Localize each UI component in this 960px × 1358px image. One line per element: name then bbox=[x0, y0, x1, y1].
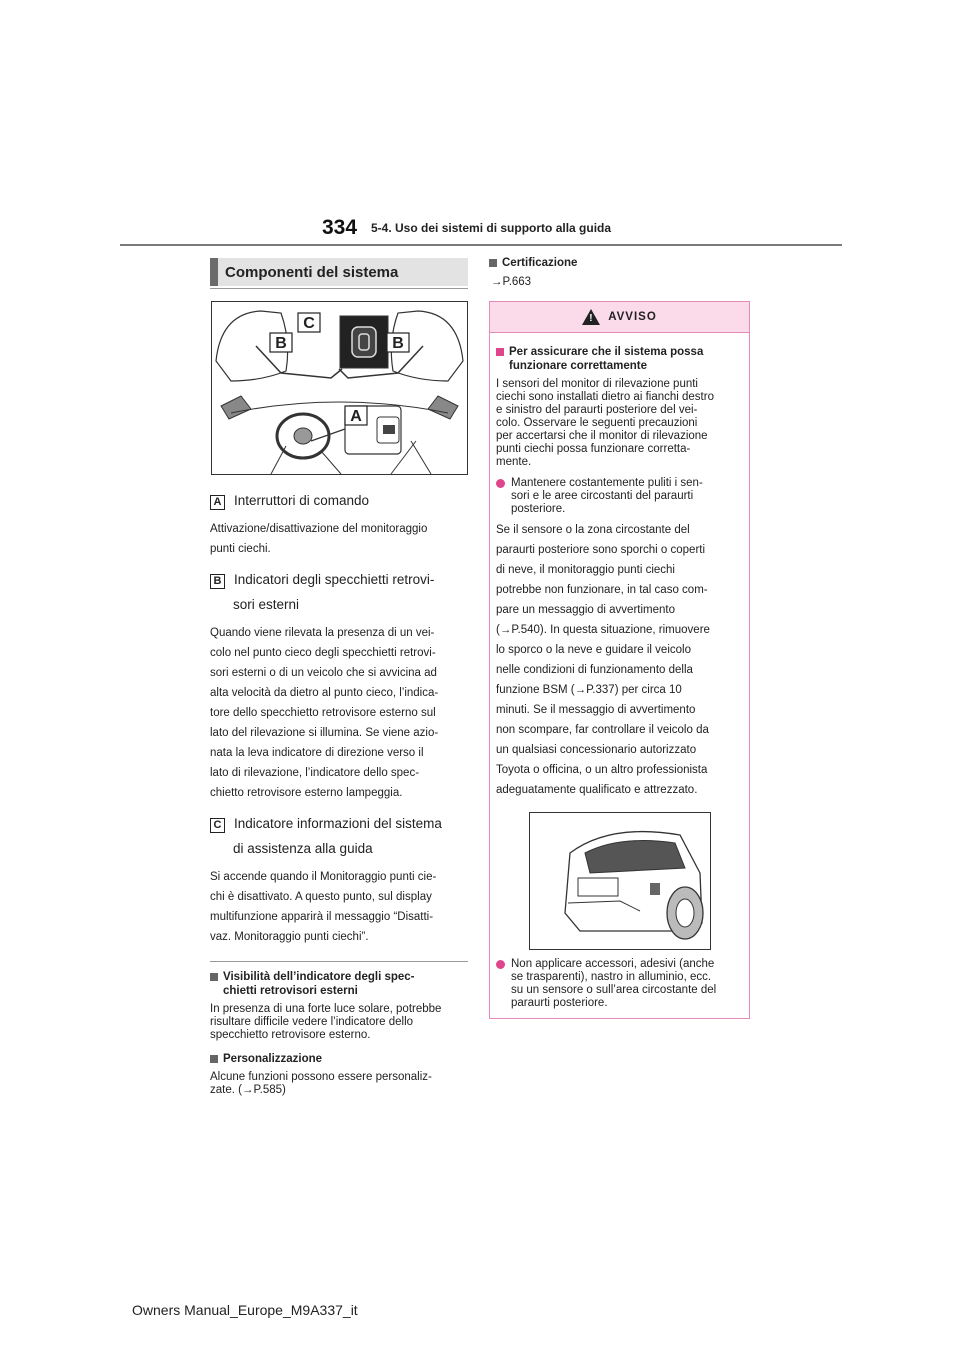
item-a bbox=[210, 494, 468, 559]
right-column bbox=[489, 256, 751, 1019]
item-b-title: Indicatori degli specchietti retrovi- bbox=[234, 572, 435, 587]
item-a-title: Interruttori di comando bbox=[234, 493, 370, 508]
warning-title: AVVISO bbox=[608, 311, 657, 323]
item-c-title: Indicatore informazioni del sistema bbox=[234, 816, 442, 831]
page-number: 334 bbox=[322, 216, 358, 239]
cockpit-diagram bbox=[211, 301, 468, 475]
letter-a-box: A bbox=[210, 495, 225, 510]
warning-box bbox=[489, 301, 750, 1019]
item-c-title-cont: di assistenza alla guida bbox=[233, 841, 373, 856]
section-header: Componenti del sistema bbox=[210, 258, 468, 286]
callout-b-right: B bbox=[392, 335, 404, 352]
warning-triangle-icon: ! bbox=[582, 309, 600, 325]
item-b-body: Quando viene rilevata la presenza di un vei- colo nel punto cieco degli specchietti retrovi- sori esterni o di un veicolo che si avvicina ad alta velocità da dietro al punto cieco, l’indica- tore dello specchietto retrovisore esterno sul lato del rilevazione si illumina. Se viene azio- nata la leva indicatore di direzione verso il lato di rilevazione, l’indicatore dello spec- chietto retrovisore esterno lampeggia. bbox=[210, 627, 439, 799]
note-visibility-body: In presenza di una forte luce solare, potrebbe risultare difficile vedere l’indicatore dello specchietto retrovisore esterno. bbox=[210, 1003, 442, 1041]
warning-heading bbox=[496, 345, 743, 373]
callout-c: C bbox=[303, 315, 315, 332]
letter-c-box: C bbox=[210, 818, 225, 833]
certification-heading-text: Certificazione bbox=[502, 257, 578, 269]
warning-intro: I sensori del monitor di rilevazione punti ciechi sono installati dietro ai fianchi destro e sinistro del paraurti posteriore del vei- colo. Osservare le seguenti precauzioni per accertarsi che il monitor di rilevazione punti ciechi possa funzionare corretta- mente. bbox=[496, 378, 714, 468]
item-b bbox=[210, 573, 468, 803]
item-c-body: Si accende quando il Monitoraggio punti cie- chi è disattivato. A questo punto, sul display multifunzione apparirà il messaggio “Disatti- vaz. Monitoraggio punti ciechi”. bbox=[210, 871, 437, 943]
warning-heading-text: Per assicurare che il sistema possa funzionare correttamente bbox=[509, 346, 704, 372]
square-bullet-icon bbox=[496, 348, 504, 356]
note-visibility-heading-text: Visibilità dell’indicatore degli spec- chietti retrovisori esterni bbox=[223, 971, 415, 997]
section-title: 5-4. Uso dei sistemi di supporto alla guida bbox=[371, 221, 612, 235]
certification-ref: →P.663 bbox=[491, 276, 532, 288]
circle-bullet-icon bbox=[496, 960, 505, 969]
note-customization-heading bbox=[210, 1052, 468, 1066]
warning-header bbox=[490, 302, 749, 333]
notes-divider bbox=[210, 961, 468, 962]
item-b-title-cont: sori esterni bbox=[233, 597, 300, 612]
left-column bbox=[210, 258, 468, 1097]
header-rule bbox=[120, 244, 842, 246]
square-bullet-icon bbox=[489, 259, 497, 267]
note-customization-body: Alcune funzioni possono essere personaliz- zate. (→P.585) bbox=[210, 1071, 432, 1096]
warning-paragraph: Se il sensore o la zona circostante del paraurti posteriore sono sporchi o coperti di neve, il monitoraggio punti ciechi potrebbe non funzionare, in tal caso com- pare un messaggio di avvertimento (→P.540). In questa situazione, rimuovere lo sporco o la neve e guidare il veicolo nelle condizioni di funzionamento della funzione BSM (→P.337) per circa 10 minuti. Se il messaggio di avvertimento non scompare, far controllare il veicolo da un qualsiasi concessionario autorizzato Toyota o officina, o un altro professionista adeguatamente qualificato e attrezzato. bbox=[496, 524, 710, 796]
warning-bullet-2 bbox=[496, 958, 743, 1010]
callout-a: A bbox=[350, 408, 362, 425]
warning-bullet-1-text: Mantenere costantemente puliti i sen- sori e le aree circostanti del paraurti posteriore. bbox=[511, 477, 703, 515]
note-customization-heading-text: Personalizzazione bbox=[223, 1053, 323, 1065]
car-rear-illustration bbox=[529, 812, 711, 950]
letter-b-box: B bbox=[210, 574, 225, 589]
warning-bullet-1 bbox=[496, 477, 743, 516]
warning-bullet-2-text: Non applicare accessori, adesivi (anche se trasparenti), nastro in alluminio, ecc. su un sensore o sull’area circostante del paraurti posteriore. bbox=[511, 958, 717, 1009]
section-header-underline bbox=[210, 288, 468, 289]
square-bullet-icon bbox=[210, 973, 218, 981]
square-bullet-icon bbox=[210, 1055, 218, 1063]
item-c bbox=[210, 817, 468, 947]
certification-heading bbox=[489, 256, 751, 270]
note-visibility-heading bbox=[210, 970, 468, 998]
footer-text: Owners Manual_Europe_M9A337_it bbox=[132, 1302, 358, 1318]
circle-bullet-icon bbox=[496, 479, 505, 488]
item-a-body: Attivazione/disattivazione del monitoraggio punti ciechi. bbox=[210, 523, 428, 555]
callout-b-left: B bbox=[275, 335, 287, 352]
